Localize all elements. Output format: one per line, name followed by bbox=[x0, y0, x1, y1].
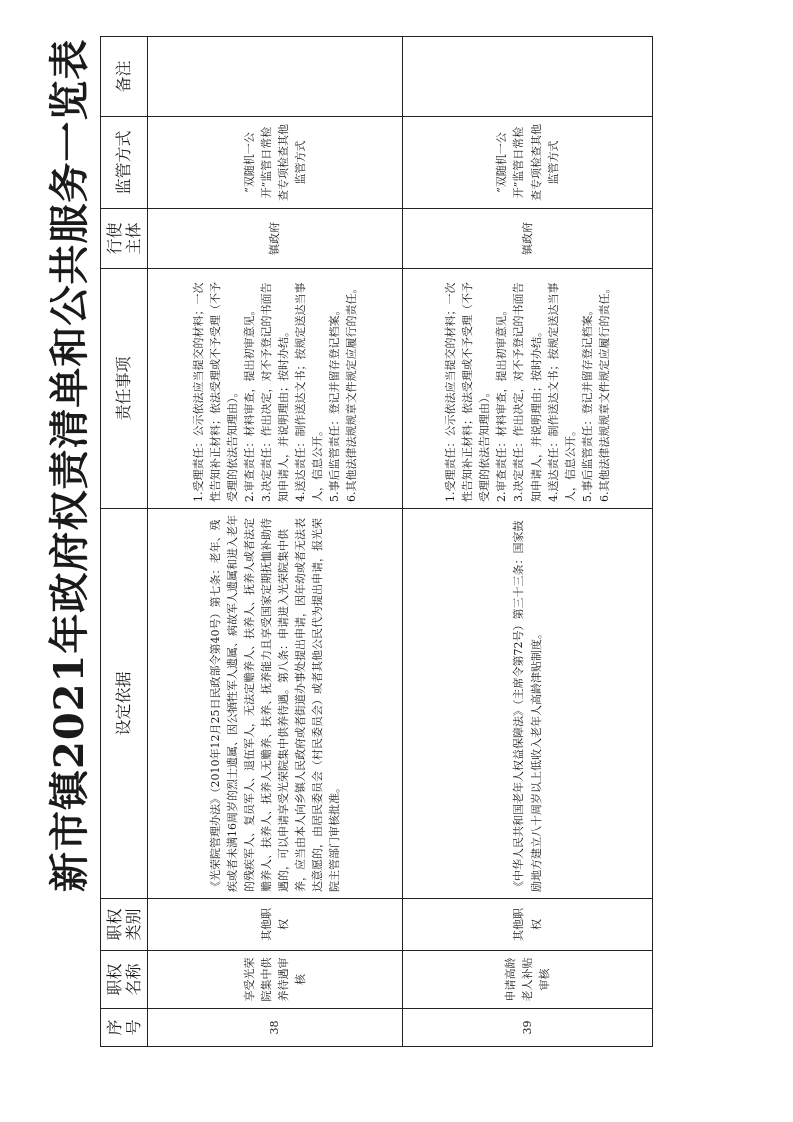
responsibility-item: 3.决定责任：作出决定，对不予登记的书面告知申请人，并说明理由；按时办结。 bbox=[512, 282, 543, 502]
header-category: 职权类别 bbox=[101, 899, 148, 951]
header-subject: 行使主体 bbox=[101, 209, 148, 269]
responsibility-item: 5.事后监管责任：登记并留存登记档案。 bbox=[328, 304, 342, 502]
responsibility-item: 4.送达责任：制作送达文书；按规定送达当事人，信息公开。 bbox=[546, 282, 577, 502]
header-supervision: 监管方式 bbox=[101, 117, 148, 209]
header-remark: 备注 bbox=[101, 37, 148, 117]
responsibility-item: 1.受理责任：公示依法应当提交的材料；一次性告知补正材料；依法受理或不予受理（不予受理的依法告知理由）。 bbox=[444, 282, 492, 502]
row-basis: 《光荣院管理办法》（2010年12月25日民政部令第40号）第七条：老年、残疾或者未满16周岁的烈士遗属、因公牺牲军人遗属、病故军人遗属和进入老年的残疾军人、复员军人、退伍军人，无法定赡养人、扶养人、抚养人或者法定赡养人、扶养人、抚养人无赡养、扶养、抚养能力且享受国家定期抚恤补助待遇的，可以申请享受光荣院集中供养待遇。第八条：申请进入光荣院集中供养，应当由本人向乡镇人民政府或者街道办事处提出申请，因年幼或者无法表达意愿的，由居民委员会（村民委员会）或者其他公民代为提出申请，报光荣院主管部门审核批准。 bbox=[148, 509, 403, 899]
table-header-row bbox=[101, 37, 148, 1047]
row-name: 申请高龄老人补贴审核 bbox=[403, 951, 653, 1009]
row-seq: 38 bbox=[148, 1009, 403, 1047]
page-title: 新市镇2021年政府权责清单和公共服务一览表 bbox=[46, 38, 93, 892]
header-seq: 序号 bbox=[101, 1009, 148, 1047]
table-row bbox=[403, 37, 653, 1047]
row-responsibility bbox=[403, 269, 653, 509]
responsibility-item: 6.其他法律法规规章文件规定应履行的责任。 bbox=[597, 282, 611, 502]
row-seq: 39 bbox=[403, 1009, 653, 1047]
row-category: 其他职权 bbox=[403, 899, 653, 951]
responsibility-item: 2.审查责任：材料审查，提出初审意见。 bbox=[495, 304, 509, 502]
row-basis: 《中华人民共和国老年人权益保障法》（主席令第72号）第三十三条：国家鼓励地方建立八十周岁以上低收入老年人高龄津贴制度。 bbox=[403, 509, 653, 899]
responsibility-item: 3.决定责任：作出决定，对不予登记的书面告知申请人，并说明理由；按时办结。 bbox=[259, 282, 290, 502]
row-name: 享受光荣院集中供养待遇审核 bbox=[148, 951, 403, 1009]
row-subject: 镇政府 bbox=[148, 209, 403, 269]
header-name: 职权名称 bbox=[101, 951, 148, 1009]
header-responsibility: 责任事项 bbox=[101, 269, 148, 509]
responsibility-item: 5.事后监管责任：登记并留存登记档案。 bbox=[580, 304, 594, 502]
table-row bbox=[148, 37, 403, 1047]
responsibility-item: 6.其他法律法规规章文件规定应履行的责任。 bbox=[345, 282, 359, 502]
row-remark bbox=[403, 37, 653, 117]
row-responsibility bbox=[148, 269, 403, 509]
responsibility-item: 2.审查责任：材料审查，提出初审意见。 bbox=[242, 304, 256, 502]
row-supervision: “双随机一公开”监管日常检查专项检查其他监管方式 bbox=[148, 117, 403, 209]
responsibility-item: 1.受理责任：公示依法应当提交的材料；一次性告知补正材料；依法受理或不予受理（不予受理的依法告知理由）。 bbox=[191, 282, 239, 502]
header-basis: 设定依据 bbox=[101, 509, 148, 899]
row-category: 其他职权 bbox=[148, 899, 403, 951]
row-subject: 镇政府 bbox=[403, 209, 653, 269]
responsibility-item: 4.送达责任：制作送达文书；按规定送达当事人，信息公开。 bbox=[294, 282, 325, 502]
authority-table bbox=[100, 36, 653, 1047]
row-supervision: “双随机一公开”监管日常检查专项检查其他监管方式 bbox=[403, 117, 653, 209]
row-remark bbox=[148, 37, 403, 117]
